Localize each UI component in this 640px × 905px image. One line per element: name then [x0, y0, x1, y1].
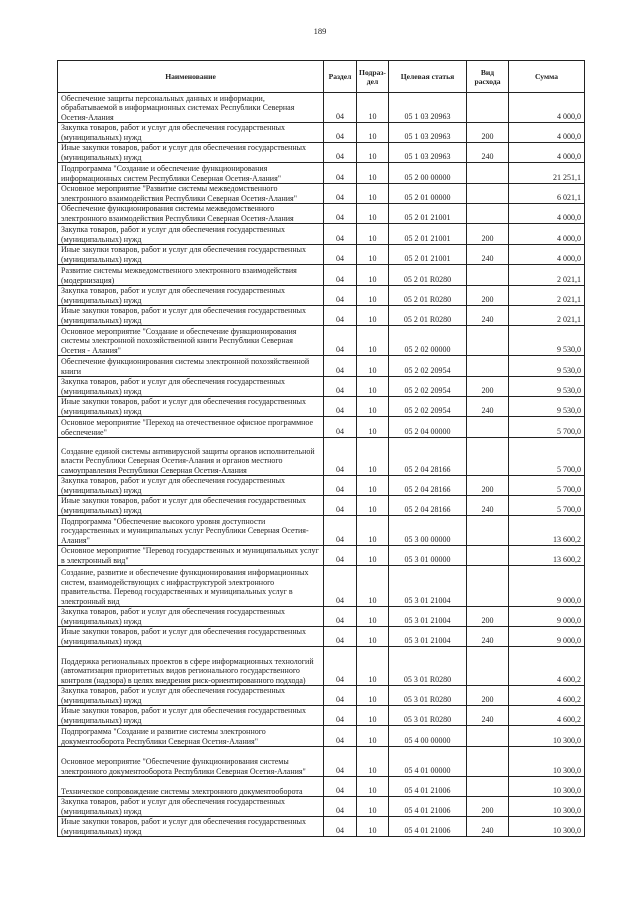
cell-name: Основное мероприятие "Перевод государственных и муниципальных услуг в электронный вид": [58, 546, 324, 566]
cell-amount: 13 600,2: [509, 516, 585, 546]
cell-name: Закупка товаров, работ и услуг для обеспечения государственных (муниципальных) нужд: [58, 377, 324, 397]
cell-section: 04: [324, 706, 357, 726]
cell-expense-type: 240: [467, 627, 509, 647]
cell-target-article: 05 2 01 21001: [389, 245, 467, 265]
cell-amount: 4 600,2: [509, 706, 585, 726]
cell-subsection: 10: [357, 224, 389, 245]
cell-expense-type: 240: [467, 397, 509, 417]
cell-name: Закупка товаров, работ и услуг для обеспечения государственных (муниципальных) нужд: [58, 286, 324, 306]
cell-amount: 4 000,0: [509, 93, 585, 123]
header-amount: Сумма: [509, 61, 585, 93]
cell-subsection: 10: [357, 286, 389, 306]
cell-section: 04: [324, 607, 357, 627]
cell-target-article: 05 2 04 28166: [389, 476, 467, 496]
cell-expense-type: 200: [467, 686, 509, 706]
cell-target-article: 05 2 01 R0280: [389, 286, 467, 306]
table-row: [58, 438, 585, 476]
cell-name: Закупка товаров, работ и услуг для обеспечения государственных (муниципальных) нужд: [58, 224, 324, 245]
cell-subsection: 10: [357, 747, 389, 777]
cell-amount: 9 530,0: [509, 326, 585, 356]
cell-name: Поддержка региональных проектов в сфере информационных технологий (автоматизация приоритетных видов регионального государственного контроля (надзора) в целях внедрения риск-ориентированного подхода): [58, 647, 324, 686]
cell-name: Подпрограмма "Создание и развитие системы электронного документооборота Республики Северная Осетия-Алания": [58, 726, 324, 747]
cell-name: Основное мероприятие "Развитие системы межведомственного электронного взаимодействия Республики Северная Осетия-Алания": [58, 184, 324, 204]
cell-expense-type: [467, 326, 509, 356]
cell-amount: 4 000,0: [509, 143, 585, 163]
cell-name: Обеспечение функционирования системы межведомственного электронного взаимодействия Республики Северная Осетия-Алания: [58, 204, 324, 224]
cell-expense-type: 240: [467, 245, 509, 265]
cell-amount: 4 600,2: [509, 686, 585, 706]
cell-expense-type: 200: [467, 607, 509, 627]
cell-section: 04: [324, 726, 357, 747]
cell-section: 04: [324, 797, 357, 817]
table-row: [58, 224, 585, 245]
cell-section: 04: [324, 93, 357, 123]
cell-name: Иные закупки товаров, работ и услуг для обеспечения государственных (муниципальных) нужд: [58, 706, 324, 726]
table-row: [58, 496, 585, 516]
cell-section: 04: [324, 224, 357, 245]
header-section: Раздел: [324, 61, 357, 93]
table-row: [58, 265, 585, 286]
cell-subsection: 10: [357, 546, 389, 566]
cell-subsection: 10: [357, 797, 389, 817]
cell-subsection: 10: [357, 627, 389, 647]
cell-target-article: 05 2 02 20954: [389, 377, 467, 397]
table-row: [58, 726, 585, 747]
table-row: [58, 204, 585, 224]
cell-section: 04: [324, 245, 357, 265]
cell-target-article: 05 1 03 20963: [389, 143, 467, 163]
header-target-article: Целевая статья: [389, 61, 467, 93]
cell-subsection: 10: [357, 438, 389, 476]
cell-amount: 10 300,0: [509, 726, 585, 747]
table-body: [58, 93, 585, 837]
cell-target-article: 05 2 01 R0280: [389, 306, 467, 326]
cell-section: 04: [324, 777, 357, 797]
cell-amount: 9 000,0: [509, 607, 585, 627]
cell-expense-type: [467, 566, 509, 607]
cell-target-article: 05 4 01 21006: [389, 817, 467, 837]
cell-target-article: 05 2 00 00000: [389, 163, 467, 184]
cell-section: 04: [324, 204, 357, 224]
cell-section: 04: [324, 123, 357, 143]
cell-target-article: 05 2 01 00000: [389, 184, 467, 204]
cell-expense-type: [467, 184, 509, 204]
cell-amount: 2 021,1: [509, 286, 585, 306]
cell-subsection: 10: [357, 93, 389, 123]
cell-amount: 10 300,0: [509, 817, 585, 837]
cell-section: 04: [324, 546, 357, 566]
cell-target-article: 05 3 01 21004: [389, 566, 467, 607]
page-number: 189: [313, 26, 327, 36]
cell-expense-type: [467, 438, 509, 476]
cell-target-article: 05 2 02 20954: [389, 356, 467, 377]
cell-amount: 10 300,0: [509, 797, 585, 817]
cell-section: 04: [324, 686, 357, 706]
cell-section: 04: [324, 184, 357, 204]
cell-name: Основное мероприятие "Создание и обеспечение функционирования системы электронной похозяйственной книги Республики Северная Осетия - Алания": [58, 326, 324, 356]
cell-subsection: 10: [357, 184, 389, 204]
table-row: [58, 377, 585, 397]
cell-subsection: 10: [357, 377, 389, 397]
table-row: [58, 476, 585, 496]
cell-subsection: 10: [357, 706, 389, 726]
cell-target-article: 05 2 02 20954: [389, 397, 467, 417]
cell-name: Закупка товаров, работ и услуг для обеспечения государственных (муниципальных) нужд: [58, 476, 324, 496]
table-row: [58, 546, 585, 566]
cell-expense-type: [467, 356, 509, 377]
cell-amount: 2 021,1: [509, 306, 585, 326]
cell-subsection: 10: [357, 777, 389, 797]
table-row: [58, 516, 585, 546]
cell-subsection: 10: [357, 397, 389, 417]
table-row: [58, 566, 585, 607]
cell-name: Иные закупки товаров, работ и услуг для обеспечения государственных (муниципальных) нужд: [58, 627, 324, 647]
table-row: [58, 817, 585, 837]
cell-subsection: 10: [357, 566, 389, 607]
cell-expense-type: [467, 204, 509, 224]
cell-target-article: 05 4 01 21006: [389, 777, 467, 797]
cell-target-article: 05 2 01 R0280: [389, 265, 467, 286]
cell-target-article: 05 2 01 21001: [389, 224, 467, 245]
cell-expense-type: 200: [467, 286, 509, 306]
cell-subsection: 10: [357, 143, 389, 163]
cell-section: 04: [324, 143, 357, 163]
cell-name: Иные закупки товаров, работ и услуг для обеспечения государственных (муниципальных) нужд: [58, 817, 324, 837]
cell-name: Создание, развитие и обеспечение функционирования информационных систем, взаимодействующих с инфраструктурой электронного правительства. Перевод государственных и муниципальных услуг в электронный вид: [58, 566, 324, 607]
table-row: [58, 706, 585, 726]
cell-name: Иные закупки товаров, работ и услуг для обеспечения государственных (муниципальных) нужд: [58, 245, 324, 265]
cell-section: 04: [324, 566, 357, 607]
cell-name: Обеспечение защиты персональных данных и информации, обрабатываемой в информационных системах Республики Северная Осетия-Алания: [58, 93, 324, 123]
cell-amount: 2 021,1: [509, 265, 585, 286]
cell-amount: 9 530,0: [509, 397, 585, 417]
table-row: [58, 184, 585, 204]
cell-subsection: 10: [357, 726, 389, 747]
cell-section: 04: [324, 377, 357, 397]
cell-target-article: 05 4 01 00000: [389, 747, 467, 777]
cell-name: Создание единой системы антивирусной защиты органов исполнительной власти Республики Северная Осетия-Алания и органов местного самоуправления Республики Северная Осетия-Алания: [58, 438, 324, 476]
cell-amount: 9 000,0: [509, 627, 585, 647]
header-name: Наименование: [58, 61, 324, 93]
cell-subsection: 10: [357, 306, 389, 326]
cell-amount: 13 600,2: [509, 546, 585, 566]
cell-name: Развитие системы межведомственного электронного взаимодействия (модернизация): [58, 265, 324, 286]
cell-expense-type: [467, 747, 509, 777]
cell-name: Подпрограмма "Обеспечение высокого уровня доступности государственных и муниципальных услуг Республики Северная Осетия-Алания": [58, 516, 324, 546]
cell-expense-type: [467, 516, 509, 546]
cell-amount: 9 530,0: [509, 356, 585, 377]
cell-target-article: 05 4 01 21006: [389, 797, 467, 817]
cell-section: 04: [324, 265, 357, 286]
cell-expense-type: 200: [467, 123, 509, 143]
cell-section: 04: [324, 397, 357, 417]
cell-expense-type: [467, 546, 509, 566]
cell-section: 04: [324, 747, 357, 777]
table-row: [58, 163, 585, 184]
table-row: [58, 747, 585, 777]
budget-table: [57, 60, 585, 837]
cell-expense-type: [467, 417, 509, 438]
cell-expense-type: [467, 726, 509, 747]
cell-section: 04: [324, 438, 357, 476]
cell-section: 04: [324, 516, 357, 546]
cell-amount: 9 000,0: [509, 566, 585, 607]
cell-section: 04: [324, 163, 357, 184]
cell-name: Закупка товаров, работ и услуг для обеспечения государственных (муниципальных) нужд: [58, 123, 324, 143]
cell-expense-type: [467, 163, 509, 184]
cell-amount: 4 000,0: [509, 123, 585, 143]
cell-expense-type: [467, 777, 509, 797]
cell-amount: 5 700,0: [509, 438, 585, 476]
cell-target-article: 05 2 04 28166: [389, 496, 467, 516]
cell-name: Иные закупки товаров, работ и услуг для обеспечения государственных (муниципальных) нужд: [58, 306, 324, 326]
cell-target-article: 05 3 01 21004: [389, 627, 467, 647]
cell-target-article: 05 1 03 20963: [389, 123, 467, 143]
cell-expense-type: 200: [467, 797, 509, 817]
cell-amount: 5 700,0: [509, 476, 585, 496]
cell-subsection: 10: [357, 647, 389, 686]
cell-subsection: 10: [357, 417, 389, 438]
cell-name: Техническое сопровождение системы электронного документооборота: [58, 777, 324, 797]
table-row: [58, 356, 585, 377]
table-row: [58, 397, 585, 417]
cell-target-article: 05 4 00 00000: [389, 726, 467, 747]
table-row: [58, 143, 585, 163]
cell-section: 04: [324, 647, 357, 686]
cell-amount: 6 021,1: [509, 184, 585, 204]
cell-expense-type: [467, 93, 509, 123]
cell-section: 04: [324, 286, 357, 306]
cell-subsection: 10: [357, 326, 389, 356]
cell-target-article: 05 2 04 00000: [389, 417, 467, 438]
cell-expense-type: [467, 265, 509, 286]
cell-name: Основное мероприятие "Обеспечение функционирования системы электронного документооборота Республики Северная Осетия-Алания": [58, 747, 324, 777]
table-row: [58, 93, 585, 123]
cell-name: Иные закупки товаров, работ и услуг для обеспечения государственных (муниципальных) нужд: [58, 397, 324, 417]
cell-expense-type: 200: [467, 476, 509, 496]
cell-target-article: 05 3 01 00000: [389, 546, 467, 566]
cell-subsection: 10: [357, 204, 389, 224]
cell-section: 04: [324, 627, 357, 647]
cell-target-article: 05 2 02 00000: [389, 326, 467, 356]
cell-amount: 5 700,0: [509, 496, 585, 516]
cell-target-article: 05 3 01 R0280: [389, 706, 467, 726]
cell-section: 04: [324, 476, 357, 496]
cell-target-article: 05 3 01 R0280: [389, 647, 467, 686]
cell-expense-type: 240: [467, 143, 509, 163]
table-row: [58, 686, 585, 706]
cell-subsection: 10: [357, 163, 389, 184]
cell-amount: 4 000,0: [509, 245, 585, 265]
cell-expense-type: 240: [467, 817, 509, 837]
cell-name: Закупка товаров, работ и услуг для обеспечения государственных (муниципальных) нужд: [58, 686, 324, 706]
cell-target-article: 05 2 01 21001: [389, 204, 467, 224]
cell-subsection: 10: [357, 245, 389, 265]
cell-section: 04: [324, 356, 357, 377]
table-row: [58, 245, 585, 265]
cell-name: Основное мероприятие "Переход на отечественное офисное программное обеспечение": [58, 417, 324, 438]
table-row: [58, 607, 585, 627]
table-row: [58, 326, 585, 356]
cell-subsection: 10: [357, 356, 389, 377]
cell-subsection: 10: [357, 607, 389, 627]
cell-section: 04: [324, 817, 357, 837]
cell-subsection: 10: [357, 686, 389, 706]
table-row: [58, 777, 585, 797]
cell-name: Подпрограмма "Создание и обеспечение функционирования информационных систем Республики Северная Осетия-Алания": [58, 163, 324, 184]
cell-amount: 5 700,0: [509, 417, 585, 438]
table-row: [58, 123, 585, 143]
cell-expense-type: 200: [467, 377, 509, 397]
cell-subsection: 10: [357, 476, 389, 496]
cell-subsection: 10: [357, 123, 389, 143]
cell-name: Иные закупки товаров, работ и услуг для обеспечения государственных (муниципальных) нужд: [58, 143, 324, 163]
cell-name: Закупка товаров, работ и услуг для обеспечения государственных (муниципальных) нужд: [58, 797, 324, 817]
cell-expense-type: 240: [467, 306, 509, 326]
cell-expense-type: 240: [467, 706, 509, 726]
table-row: [58, 417, 585, 438]
table-row: [58, 306, 585, 326]
header-subsection: Подраз-дел: [357, 61, 389, 93]
table-row: [58, 647, 585, 686]
cell-amount: 21 251,1: [509, 163, 585, 184]
cell-target-article: 05 1 03 20963: [389, 93, 467, 123]
cell-subsection: 10: [357, 496, 389, 516]
cell-amount: 9 530,0: [509, 377, 585, 397]
cell-subsection: 10: [357, 265, 389, 286]
cell-name: Обеспечение функционирования системы электронной похозяйственной книги: [58, 356, 324, 377]
cell-target-article: 05 2 04 28166: [389, 438, 467, 476]
cell-name: Иные закупки товаров, работ и услуг для обеспечения государственных (муниципальных) нужд: [58, 496, 324, 516]
cell-amount: 10 300,0: [509, 777, 585, 797]
cell-name: Закупка товаров, работ и услуг для обеспечения государственных (муниципальных) нужд: [58, 607, 324, 627]
cell-expense-type: 200: [467, 224, 509, 245]
cell-target-article: 05 3 00 00000: [389, 516, 467, 546]
table-row: [58, 286, 585, 306]
cell-expense-type: 240: [467, 496, 509, 516]
cell-amount: 4 000,0: [509, 204, 585, 224]
cell-section: 04: [324, 496, 357, 516]
cell-subsection: 10: [357, 817, 389, 837]
cell-target-article: 05 3 01 R0280: [389, 686, 467, 706]
table-row: [58, 797, 585, 817]
header-expense-type: Вид расхода: [467, 61, 509, 93]
cell-subsection: 10: [357, 516, 389, 546]
cell-section: 04: [324, 326, 357, 356]
cell-amount: 10 300,0: [509, 747, 585, 777]
cell-target-article: 05 3 01 21004: [389, 607, 467, 627]
cell-expense-type: [467, 647, 509, 686]
cell-amount: 4 600,2: [509, 647, 585, 686]
table-header: [58, 61, 585, 93]
cell-section: 04: [324, 306, 357, 326]
cell-section: 04: [324, 417, 357, 438]
table-row: [58, 627, 585, 647]
cell-amount: 4 000,0: [509, 224, 585, 245]
